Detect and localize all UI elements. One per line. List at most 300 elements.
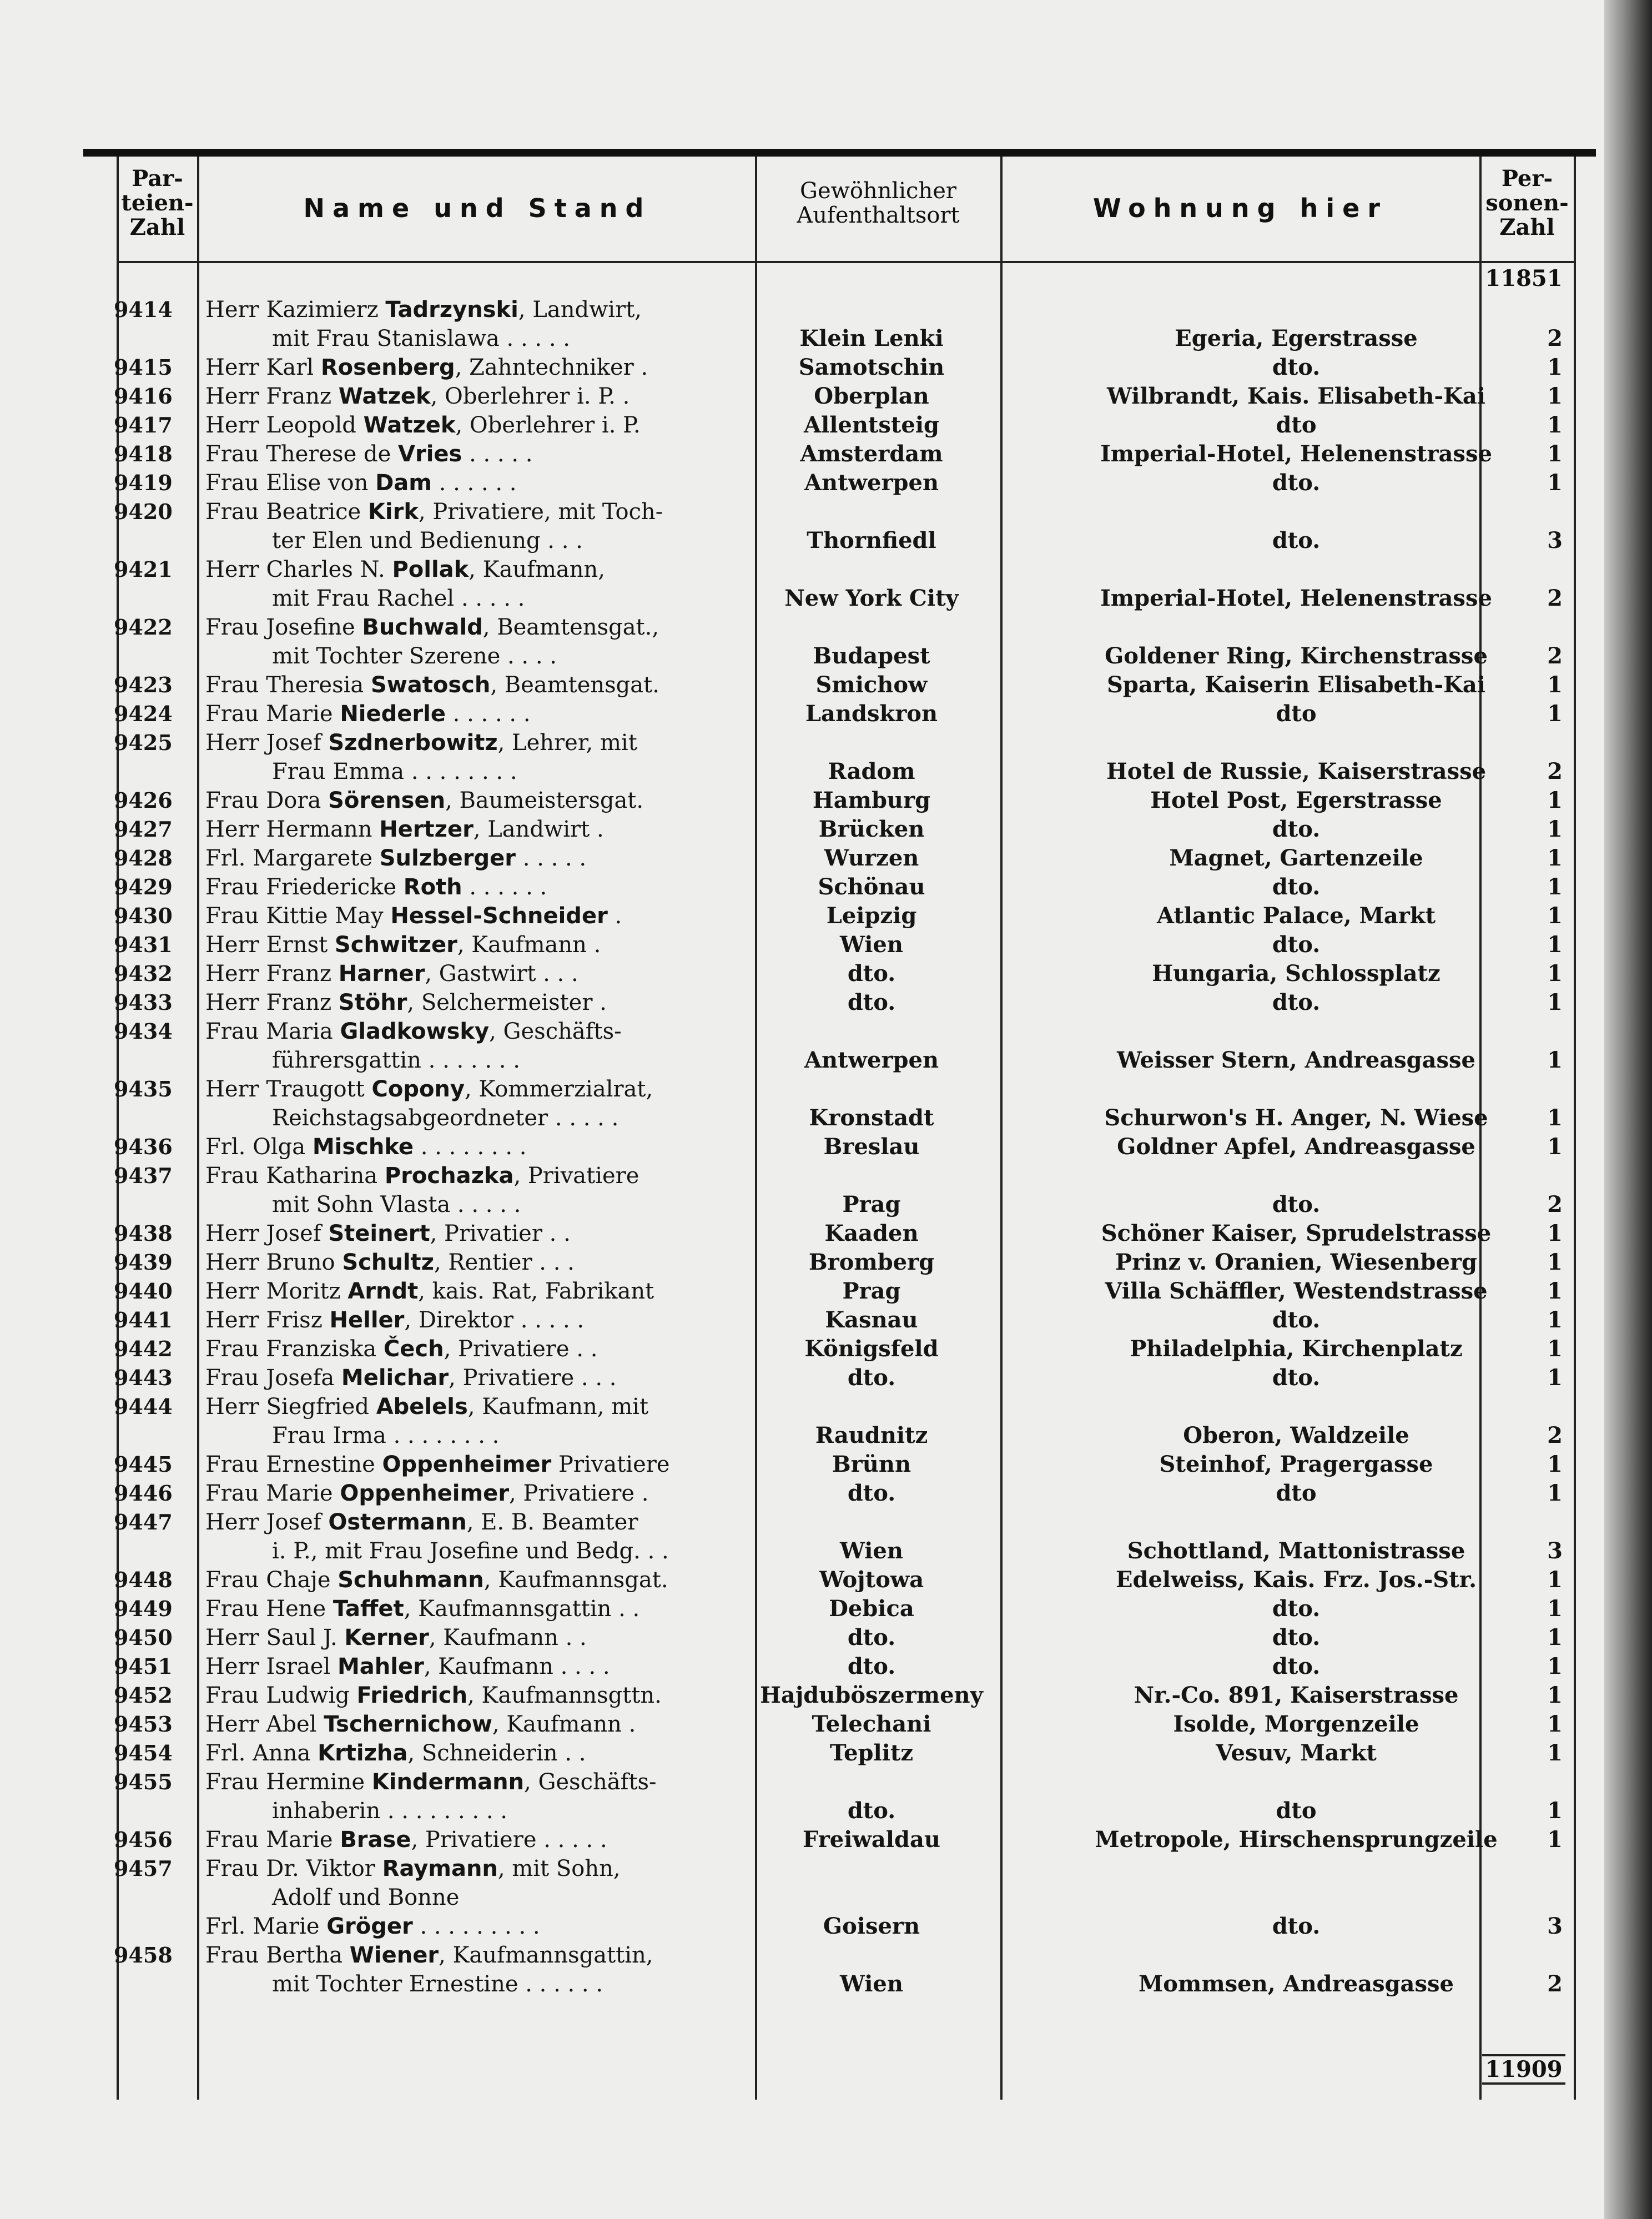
persons-count: 1 (1547, 1740, 1563, 1766)
table-row-continuation (0, 642, 1652, 671)
local-address: dto. (1272, 354, 1321, 380)
surname: Taffet (333, 1596, 404, 1622)
local-address: dto. (1272, 989, 1321, 1015)
table-row (0, 1450, 1652, 1479)
table-row (0, 786, 1652, 815)
table-row (0, 1623, 1652, 1652)
local-address: Metropole, Hirschensprungzeile (1095, 1826, 1498, 1853)
surname: Wiener (349, 1943, 439, 1968)
local-address: Schottland, Mattonistrasse (1127, 1538, 1465, 1564)
persons-count: 1 (1547, 1365, 1563, 1391)
party-number: 9421 (114, 557, 173, 582)
table-row-continuation (0, 1046, 1652, 1075)
name-suffix: , Zahntechniker . (455, 355, 648, 380)
name-prefix: Herr Hermann (205, 817, 380, 842)
name-prefix: Herr Ernst (205, 932, 335, 958)
persons-count: 1 (1547, 441, 1563, 467)
local-address: dto (1276, 701, 1317, 727)
usual-residence: Antwerpen (804, 470, 939, 496)
usual-residence: Brücken (818, 816, 925, 842)
usual-residence: Leipzig (826, 903, 917, 929)
header-residence-here: Wohnung hier (1092, 193, 1388, 223)
name-prefix: Frau Josefa (205, 1365, 341, 1391)
guest-name (205, 1479, 649, 1508)
surname: Szdnerbowitz (328, 730, 498, 756)
table-row (0, 1363, 1652, 1392)
party-number: 9437 (114, 1163, 173, 1188)
usual-residence: Teplitz (829, 1740, 914, 1766)
party-number: 9456 (114, 1827, 173, 1852)
name-prefix: Frau Marie (205, 1827, 340, 1853)
name-prefix: Herr Israel (205, 1654, 338, 1679)
local-address: Imperial-Hotel, Helenenstrasse (1100, 441, 1492, 467)
guest-name (205, 382, 629, 411)
surname: Abelels (376, 1394, 468, 1420)
guest-name (205, 1652, 610, 1681)
usual-residence: Hajduböszermeny (760, 1682, 983, 1708)
header-place-line: Aufenthaltsort (797, 203, 960, 228)
persons-count: 1 (1547, 1480, 1563, 1506)
persons-count: 1 (1547, 1826, 1563, 1853)
table-row-continuation (0, 584, 1652, 613)
table-row (0, 700, 1652, 728)
party-number: 9458 (114, 1943, 173, 1968)
table-row (0, 1392, 1652, 1421)
table-row (0, 440, 1652, 469)
table-row-continuation (0, 1883, 1652, 1912)
party-number: 9438 (114, 1221, 173, 1246)
persons-count: 1 (1547, 903, 1563, 929)
local-address: Weisser Stern, Andreasgasse (1116, 1047, 1476, 1073)
persons-count: 2 (1547, 758, 1563, 784)
surname: Copony (371, 1076, 465, 1102)
guest-name (205, 815, 604, 844)
guest-name (205, 1133, 526, 1161)
name-suffix: , Kaufmann, (469, 557, 605, 582)
table-row (0, 1161, 1652, 1190)
guest-name (205, 844, 586, 873)
persons-count: 1 (1547, 1336, 1563, 1362)
surname: Stöhr (338, 990, 407, 1015)
usual-residence: Brünn (832, 1451, 911, 1477)
party-number: 9450 (114, 1625, 173, 1650)
guest-name (205, 1508, 638, 1537)
usual-residence: Amsterdam (800, 441, 943, 467)
name-suffix: . . . . . . (431, 470, 517, 496)
party-number: 9420 (114, 499, 173, 524)
table-row-continuation (0, 1190, 1652, 1219)
guest-name (205, 353, 648, 382)
guest-name (205, 1681, 662, 1710)
party-number: 9434 (114, 1019, 173, 1044)
party-number: 9429 (114, 874, 173, 899)
local-address: Schöner Kaiser, Sprudelstrasse (1101, 1220, 1492, 1246)
name-continuation: i. P., mit Frau Josefine und Bedg. . . (272, 1538, 669, 1564)
guest-name (205, 988, 607, 1017)
name-prefix: Herr Franz (205, 384, 339, 409)
local-address: Atlantic Palace, Markt (1156, 903, 1436, 929)
usual-residence: Wurzen (824, 845, 919, 871)
table-row (0, 1652, 1652, 1681)
name-suffix: . . . . . . (462, 874, 547, 900)
name-suffix: , Landwirt . (473, 817, 604, 842)
table-row (0, 1739, 1652, 1768)
name-suffix: , Kaufmann, mit (467, 1394, 649, 1420)
guest-name (205, 1912, 540, 1941)
carry-over-total: 11851 (1485, 265, 1563, 291)
surname: Kerner (344, 1625, 429, 1651)
party-number: 9433 (114, 990, 173, 1015)
name-suffix: , mit Sohn, (497, 1856, 621, 1881)
persons-count: 1 (1547, 845, 1563, 871)
name-prefix: Herr Frisz (205, 1307, 330, 1333)
name-suffix: , Privatiere . . . . . (411, 1827, 607, 1853)
surname: Krtizha (318, 1740, 408, 1766)
guest-name (205, 295, 642, 324)
name-prefix: Herr Kazimierz (205, 297, 386, 323)
persons-count: 3 (1547, 1538, 1563, 1564)
surname: Kindermann (371, 1769, 525, 1795)
usual-residence: New York City (784, 585, 959, 611)
name-suffix: , Kaufmann . . (429, 1625, 587, 1651)
usual-residence: Kaaden (824, 1220, 919, 1246)
name-prefix: Frau Bertha (205, 1943, 350, 1968)
persons-count: 2 (1547, 325, 1563, 351)
local-address: Villa Schäffler, Westendstrasse (1105, 1278, 1488, 1304)
party-number: 9415 (114, 355, 173, 380)
table-row-continuation (0, 1797, 1652, 1825)
persons-count: 1 (1547, 787, 1563, 813)
name-suffix: , Landwirt, (518, 297, 642, 323)
guest-name (205, 1739, 586, 1768)
party-number: 9425 (114, 730, 173, 755)
persons-count: 1 (1547, 960, 1563, 987)
name-suffix: , Beamtensgat. (490, 672, 659, 698)
guest-name (205, 786, 643, 815)
name-suffix: , Geschäfts- (489, 1019, 622, 1044)
usual-residence: Kasnau (825, 1307, 918, 1333)
guest-name (205, 1219, 571, 1248)
local-address: Wilbrandt, Kais. Elisabeth-Kai (1107, 383, 1485, 409)
local-address: dto. (1272, 874, 1321, 900)
persons-count: 1 (1547, 1451, 1563, 1477)
table-row (0, 469, 1652, 497)
surname: Buchwald (362, 615, 483, 640)
local-address: dto (1276, 1480, 1317, 1506)
name-suffix: , Lehrer, mit (497, 730, 637, 756)
usual-residence: Smichow (815, 672, 928, 698)
table-row (0, 497, 1652, 526)
name-prefix: Frau Ludwig (205, 1683, 357, 1708)
party-number: 9448 (114, 1567, 173, 1592)
table-row (0, 382, 1652, 411)
name-prefix: Frau Chaje (205, 1567, 338, 1593)
name-continuation: mit Frau Stanislawa . . . . . (272, 326, 570, 351)
guest-name (205, 959, 578, 988)
table-row-continuation (0, 1970, 1652, 1999)
surname: Schultz (342, 1250, 434, 1275)
name-continuation: mit Tochter Ernestine . . . . . . (272, 1971, 603, 1997)
name-suffix: , Kaufmannsgttn. (467, 1683, 662, 1708)
usual-residence: Wojtowa (819, 1567, 924, 1593)
local-address: dto (1276, 1798, 1317, 1824)
surname: Sulzberger (379, 846, 516, 871)
header-persons-line: Zahl (1499, 214, 1555, 240)
persons-count: 1 (1547, 816, 1563, 842)
guest-name (205, 1075, 653, 1104)
local-address: Egeria, Egerstrasse (1175, 325, 1418, 351)
persons-count: 1 (1547, 1307, 1563, 1333)
local-address: Philadelphia, Kirchenplatz (1130, 1336, 1463, 1362)
name-prefix: Frau Kittie May (205, 903, 391, 929)
name-suffix: . . . . . (516, 846, 587, 871)
usual-residence: Telechani (812, 1711, 931, 1737)
usual-residence: Wien (840, 1971, 903, 1997)
party-number: 9435 (114, 1076, 173, 1101)
surname: Tadrzynski (385, 297, 518, 323)
local-address: Oberon, Waldzeile (1183, 1422, 1409, 1448)
name-prefix: Frau Dr. Viktor (205, 1856, 382, 1881)
name-prefix: Herr Josef (205, 730, 329, 756)
table-row-continuation (0, 1104, 1652, 1133)
party-number: 9436 (114, 1134, 173, 1159)
surname: Watzek (363, 412, 456, 438)
guest-name (205, 1161, 639, 1190)
party-number: 9449 (114, 1596, 173, 1621)
name-continuation: Frau Irma . . . . . . . . (272, 1423, 500, 1448)
local-address: Magnet, Gartenzeile (1169, 845, 1423, 871)
table-row (0, 815, 1652, 844)
name-suffix: , Privatiere . (509, 1481, 649, 1506)
party-number: 9446 (114, 1481, 173, 1506)
surname: Watzek (338, 384, 431, 409)
usual-residence: Budapest (813, 643, 930, 669)
usual-residence: Oberplan (814, 383, 929, 409)
local-address: Mommsen, Andreasgasse (1139, 1971, 1454, 1997)
name-prefix: Frau Beatrice (205, 499, 368, 525)
usual-residence: Wien (840, 932, 903, 958)
party-number: 9453 (114, 1712, 173, 1737)
usual-residence: Kronstadt (809, 1105, 934, 1131)
name-suffix: , Privatier . . (430, 1221, 571, 1246)
persons-count: 1 (1547, 1596, 1563, 1622)
name-prefix: Frl. Anna (205, 1740, 318, 1766)
table-row (0, 1017, 1652, 1046)
persons-count: 1 (1547, 1220, 1563, 1246)
usual-residence: dto. (847, 1624, 896, 1651)
name-prefix: Frau Dora (205, 788, 329, 813)
name-suffix: . . . . . . . . . (412, 1914, 540, 1939)
name-prefix: Herr Leopold (205, 412, 364, 438)
page-total: 11909 (1482, 2054, 1565, 2085)
persons-count: 2 (1547, 585, 1563, 611)
local-address: dto. (1272, 470, 1321, 496)
name-suffix: , Schneiderin . . (407, 1740, 586, 1766)
party-number: 9427 (114, 817, 173, 842)
usual-residence: Samotschin (798, 354, 945, 380)
name-suffix: , Gastwirt . . . (425, 961, 578, 987)
name-prefix: Frau Marie (205, 701, 340, 727)
name-prefix: Frau Franziska (205, 1336, 384, 1362)
table-row (0, 1508, 1652, 1537)
name-prefix: Frau Elise von (205, 470, 376, 496)
name-prefix: Herr Bruno (205, 1250, 343, 1275)
name-suffix: , Oberlehrer i. P. . (430, 384, 630, 409)
local-address: Nr.-Co. 891, Kaiserstrasse (1134, 1682, 1459, 1708)
guest-name (205, 728, 637, 757)
name-prefix: Herr Saul J. (205, 1625, 345, 1651)
usual-residence: dto. (847, 989, 896, 1015)
table-row (0, 728, 1652, 757)
guest-name (205, 873, 547, 902)
persons-count: 1 (1547, 412, 1563, 438)
surname: Harner (338, 961, 425, 987)
party-number: 9428 (114, 846, 173, 871)
local-address: Steinhof, Pragergasse (1159, 1451, 1433, 1477)
persons-count: 1 (1547, 383, 1563, 409)
name-suffix: . . . . . . (445, 701, 531, 727)
local-address: Imperial-Hotel, Helenenstrasse (1100, 585, 1492, 611)
table-row-continuation (0, 757, 1652, 786)
name-prefix: Herr Josef (205, 1509, 329, 1535)
surname: Schuhmann (338, 1567, 484, 1593)
surname: Roth (403, 874, 462, 900)
local-address: Hotel Post, Egerstrasse (1150, 787, 1442, 813)
name-suffix: , Geschäfts- (524, 1769, 657, 1795)
guest-name (205, 411, 641, 440)
party-number: 9418 (114, 441, 173, 466)
header-persons-line: sonen- (1485, 190, 1569, 216)
guest-name (205, 1450, 670, 1479)
local-address: Edelweiss, Kais. Frz. Jos.-Str. (1116, 1567, 1477, 1593)
guest-name (205, 700, 531, 728)
header-name-and-status: Name und Stand (303, 193, 652, 223)
name-continuation: mit Tochter Szerene . . . . (272, 643, 557, 669)
party-number: 9442 (114, 1336, 173, 1361)
persons-count: 1 (1547, 1711, 1563, 1737)
name-suffix: , Direktor . . . . . (404, 1307, 585, 1333)
table-row (0, 613, 1652, 642)
surname: Steinert (328, 1221, 430, 1246)
name-suffix: , Selchermeister . (407, 990, 607, 1015)
name-continuation: mit Sohn Vlasta . . . . . (272, 1192, 521, 1217)
table-row (0, 1768, 1652, 1797)
usual-residence: Allentsteig (803, 412, 940, 438)
name-suffix: , E. B. Beamter (466, 1509, 638, 1535)
header-party-line: teien- (121, 190, 194, 216)
persons-count: 2 (1547, 643, 1563, 669)
table-row-continuation (0, 324, 1652, 353)
name-prefix: Frau Josefine (205, 615, 362, 640)
name-suffix: , Kaufmannsgattin . . (404, 1596, 640, 1622)
name-suffix: , Beamtensgat., (482, 615, 659, 640)
guest-name (205, 930, 601, 959)
surname: Hessel-Schneider (390, 903, 608, 929)
table-row-continuation (0, 526, 1652, 555)
persons-count: 1 (1547, 1249, 1563, 1275)
name-suffix: , Kaufmann . (457, 932, 601, 958)
surname: Oppenheimer (340, 1481, 510, 1506)
usual-residence: Thornfiedl (807, 527, 936, 554)
name-prefix: Frau Theresia (205, 672, 371, 698)
usual-residence: dto. (847, 1798, 896, 1824)
name-suffix: , Kaufmannsgattin, (439, 1943, 653, 1968)
name-prefix: Herr Siegfried (205, 1394, 376, 1420)
usual-residence: Wien (840, 1538, 903, 1564)
party-number: 9451 (114, 1654, 173, 1679)
table-row (0, 1710, 1652, 1739)
party-number: 9414 (114, 297, 173, 322)
usual-residence: dto. (847, 1653, 896, 1679)
persons-count: 1 (1547, 672, 1563, 698)
persons-count: 1 (1547, 932, 1563, 958)
name-prefix: Herr Traugott (205, 1076, 372, 1102)
name-prefix: Herr Abel (205, 1712, 324, 1737)
name-prefix: Frau Katharina (205, 1163, 385, 1189)
guest-name (205, 1854, 621, 1883)
local-address: dto. (1272, 1913, 1321, 1939)
table-row (0, 1219, 1652, 1248)
guest-name (205, 1248, 575, 1277)
name-continuation: inhaberin . . . . . . . . . (272, 1798, 507, 1824)
table-row (0, 671, 1652, 700)
usual-residence: Prag (842, 1191, 901, 1217)
name-suffix: . . . . . . . . (414, 1134, 527, 1160)
guest-name (205, 1335, 597, 1363)
name-suffix: , kais. Rat, Fabrikant (418, 1279, 654, 1304)
header-persons-line: Per- (1501, 165, 1553, 192)
table-row (0, 844, 1652, 873)
guest-name (205, 671, 659, 700)
table-row (0, 411, 1652, 440)
party-number: 9452 (114, 1683, 173, 1708)
local-address: dto (1276, 412, 1317, 438)
surname: Melichar (341, 1365, 449, 1391)
party-number: 9426 (114, 788, 173, 813)
party-number: 9422 (114, 615, 173, 640)
table-row (0, 1075, 1652, 1104)
party-number: 9432 (114, 961, 173, 986)
usual-residence: dto. (847, 960, 896, 987)
persons-count: 3 (1547, 1913, 1563, 1939)
name-prefix: Herr Franz (205, 961, 339, 987)
persons-count: 1 (1547, 1567, 1563, 1593)
local-address: dto. (1272, 1624, 1321, 1651)
name-suffix: , Baumeistersgat. (445, 788, 644, 813)
surname: Gladkowsky (340, 1019, 490, 1044)
party-number: 9447 (114, 1509, 173, 1534)
party-number: 9430 (114, 903, 173, 928)
table-row (0, 1277, 1652, 1306)
name-prefix: Frl. Olga (205, 1134, 313, 1160)
name-suffix: , Kaufmannsgat. (483, 1567, 668, 1593)
local-address: Goldner Apfel, Andreasgasse (1117, 1134, 1475, 1160)
guest-name (205, 1306, 584, 1335)
table-row (0, 902, 1652, 930)
surname: Sörensen (328, 788, 446, 813)
name-suffix: , Kaufmann . (492, 1712, 636, 1737)
guest-name (205, 1710, 636, 1739)
usual-residence: Schönau (818, 874, 925, 900)
usual-residence: Bromberg (808, 1249, 935, 1275)
party-number: 9424 (114, 701, 173, 726)
usual-residence: Antwerpen (804, 1047, 939, 1073)
persons-count: 1 (1547, 1105, 1563, 1131)
table-row (0, 1681, 1652, 1710)
name-prefix: Herr Moritz (205, 1279, 348, 1304)
local-address: dto. (1272, 1653, 1321, 1679)
local-address: Hotel de Russie, Kaiserstrasse (1106, 758, 1487, 784)
